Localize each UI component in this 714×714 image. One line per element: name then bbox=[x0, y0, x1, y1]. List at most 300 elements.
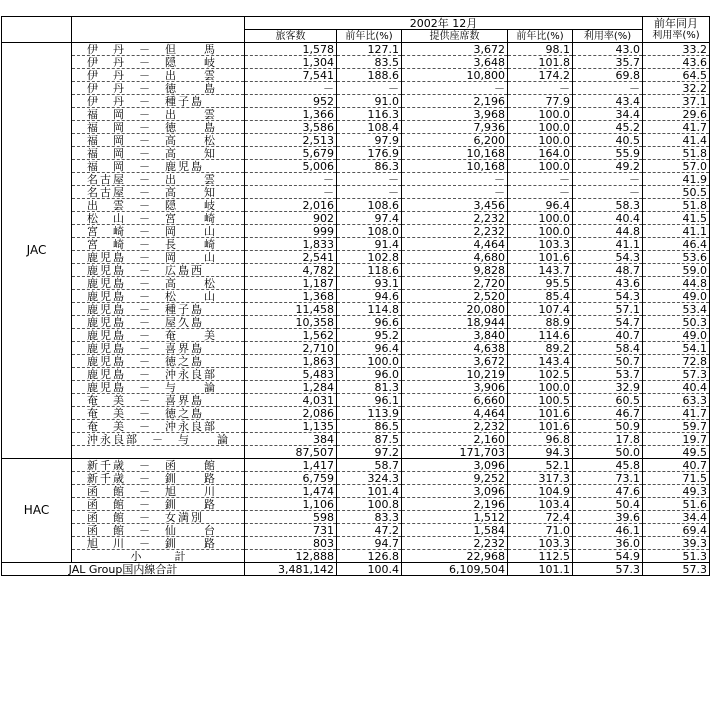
jac-subtotal-row bbox=[2, 446, 710, 459]
value-cell: － bbox=[245, 82, 337, 95]
subtotal-value: 54.9 bbox=[573, 550, 643, 563]
table-row bbox=[2, 394, 710, 407]
hac-group-label: HAC bbox=[2, 459, 72, 563]
value-cell: 96.1 bbox=[337, 394, 402, 407]
value-cell: 6,200 bbox=[402, 134, 508, 147]
route-name: 沖永良部 － 与 論 bbox=[72, 433, 245, 446]
header-row-1 bbox=[2, 17, 710, 30]
value-cell: 59.7 bbox=[643, 420, 710, 433]
value-cell: － bbox=[337, 173, 402, 186]
value-cell: 88.9 bbox=[508, 316, 573, 329]
value-cell: 49.0 bbox=[643, 290, 710, 303]
value-cell: 101.6 bbox=[508, 407, 573, 420]
route-name: 鹿児島 － 種子島 bbox=[72, 303, 245, 316]
value-cell: 39.6 bbox=[573, 511, 643, 524]
value-cell: 45.2 bbox=[573, 121, 643, 134]
value-cell: 77.9 bbox=[508, 95, 573, 108]
table-row bbox=[2, 108, 710, 121]
value-cell: 731 bbox=[245, 524, 337, 537]
table-row bbox=[2, 43, 710, 56]
value-cell: 113.9 bbox=[337, 407, 402, 420]
value-cell: 2,710 bbox=[245, 342, 337, 355]
value-cell: 54.1 bbox=[643, 342, 710, 355]
value-cell: 86.3 bbox=[337, 160, 402, 173]
value-cell: 2,232 bbox=[402, 212, 508, 225]
value-cell: 100.8 bbox=[337, 498, 402, 511]
subtotal-value: 12,888 bbox=[245, 550, 337, 563]
value-cell: 384 bbox=[245, 433, 337, 446]
table-row bbox=[2, 368, 710, 381]
value-cell: 7,541 bbox=[245, 69, 337, 82]
value-cell: 19.7 bbox=[643, 433, 710, 446]
table-row bbox=[2, 186, 710, 199]
value-cell: 4,680 bbox=[402, 251, 508, 264]
value-cell: 3,648 bbox=[402, 56, 508, 69]
value-cell: － bbox=[245, 173, 337, 186]
grand-total-value: 101.1 bbox=[508, 563, 573, 576]
value-cell: 3,906 bbox=[402, 381, 508, 394]
value-cell: 2,232 bbox=[402, 537, 508, 550]
value-cell: 96.4 bbox=[337, 342, 402, 355]
value-cell: 41.1 bbox=[573, 238, 643, 251]
table-row bbox=[2, 459, 710, 472]
value-cell: 10,168 bbox=[402, 147, 508, 160]
value-cell: 2,513 bbox=[245, 134, 337, 147]
value-cell: － bbox=[573, 186, 643, 199]
table-row bbox=[2, 537, 710, 550]
value-cell: 41.1 bbox=[643, 225, 710, 238]
value-cell: 5,006 bbox=[245, 160, 337, 173]
value-cell: 41.7 bbox=[643, 121, 710, 134]
route-name: 奄 美 － 沖永良部 bbox=[72, 420, 245, 433]
value-cell: 100.0 bbox=[508, 121, 573, 134]
table-row bbox=[2, 277, 710, 290]
value-cell: 100.0 bbox=[508, 212, 573, 225]
table-row bbox=[2, 316, 710, 329]
value-cell: 41.7 bbox=[643, 407, 710, 420]
value-cell: 101.8 bbox=[508, 56, 573, 69]
value-cell: 57.0 bbox=[643, 160, 710, 173]
value-cell: 324.3 bbox=[337, 472, 402, 485]
value-cell: 60.5 bbox=[573, 394, 643, 407]
value-cell: 143.4 bbox=[508, 355, 573, 368]
route-name: 鹿児島 － 与 論 bbox=[72, 381, 245, 394]
value-cell: 96.8 bbox=[508, 433, 573, 446]
table-row bbox=[2, 290, 710, 303]
table-row bbox=[2, 160, 710, 173]
value-cell: 35.7 bbox=[573, 56, 643, 69]
route-name: 伊 丹 － 但 馬 bbox=[72, 43, 245, 56]
value-cell: 902 bbox=[245, 212, 337, 225]
value-cell: 2,541 bbox=[245, 251, 337, 264]
value-cell: 34.4 bbox=[573, 108, 643, 121]
value-cell: 3,456 bbox=[402, 199, 508, 212]
table-row bbox=[2, 225, 710, 238]
route-name: 旭 川 － 釧 路 bbox=[72, 537, 245, 550]
value-cell: 47.6 bbox=[573, 485, 643, 498]
table-row bbox=[2, 524, 710, 537]
value-cell: 6,759 bbox=[245, 472, 337, 485]
value-cell: 50.9 bbox=[573, 420, 643, 433]
value-cell: 103.3 bbox=[508, 238, 573, 251]
subtotal-value: 87,507 bbox=[245, 446, 337, 459]
table-row bbox=[2, 82, 710, 95]
route-name: 福 岡 － 高 松 bbox=[72, 134, 245, 147]
value-cell: 5,483 bbox=[245, 368, 337, 381]
subtotal-value: 112.5 bbox=[508, 550, 573, 563]
value-cell: － bbox=[402, 186, 508, 199]
value-cell: 83.5 bbox=[337, 56, 402, 69]
value-cell: 53.4 bbox=[643, 303, 710, 316]
subtotal-value: 22,968 bbox=[402, 550, 508, 563]
traffic-table bbox=[1, 16, 710, 576]
value-cell: 10,219 bbox=[402, 368, 508, 381]
value-cell: 2,196 bbox=[402, 95, 508, 108]
value-cell: 43.4 bbox=[573, 95, 643, 108]
table-row bbox=[2, 381, 710, 394]
value-cell: 87.5 bbox=[337, 433, 402, 446]
value-cell: － bbox=[402, 173, 508, 186]
value-cell: 53.6 bbox=[643, 251, 710, 264]
value-cell: 188.6 bbox=[337, 69, 402, 82]
value-cell: 41.9 bbox=[643, 173, 710, 186]
table-row bbox=[2, 173, 710, 186]
value-cell: 107.4 bbox=[508, 303, 573, 316]
value-cell: 97.9 bbox=[337, 134, 402, 147]
value-cell: 81.3 bbox=[337, 381, 402, 394]
value-cell: 50.7 bbox=[573, 355, 643, 368]
value-cell: 1,578 bbox=[245, 43, 337, 56]
value-cell: 5,679 bbox=[245, 147, 337, 160]
value-cell: 20,080 bbox=[402, 303, 508, 316]
value-cell: 51.8 bbox=[643, 199, 710, 212]
value-cell: 58.4 bbox=[573, 342, 643, 355]
value-cell: 54.3 bbox=[573, 290, 643, 303]
route-name: 宮 崎 － 岡 山 bbox=[72, 225, 245, 238]
value-cell: 1,106 bbox=[245, 498, 337, 511]
value-cell: 4,464 bbox=[402, 407, 508, 420]
value-cell: 2,016 bbox=[245, 199, 337, 212]
value-cell: 164.0 bbox=[508, 147, 573, 160]
value-cell: 103.4 bbox=[508, 498, 573, 511]
value-cell: 10,800 bbox=[402, 69, 508, 82]
value-cell: 100.5 bbox=[508, 394, 573, 407]
subtotal-value: 50.0 bbox=[573, 446, 643, 459]
value-cell: 96.0 bbox=[337, 368, 402, 381]
value-cell: 40.4 bbox=[573, 212, 643, 225]
value-cell: － bbox=[337, 82, 402, 95]
value-cell: 101.6 bbox=[508, 251, 573, 264]
value-cell: 11,458 bbox=[245, 303, 337, 316]
value-cell: 1,584 bbox=[402, 524, 508, 537]
value-cell: 127.1 bbox=[337, 43, 402, 56]
subtotal-value: 49.5 bbox=[643, 446, 710, 459]
value-cell: 54.7 bbox=[573, 316, 643, 329]
route-name: 鹿児島 － 屋久島 bbox=[72, 316, 245, 329]
table-row bbox=[2, 485, 710, 498]
table-row bbox=[2, 303, 710, 316]
value-cell: 54.3 bbox=[573, 251, 643, 264]
value-cell: 10,168 bbox=[402, 160, 508, 173]
value-cell: 72.4 bbox=[508, 511, 573, 524]
value-cell: 1,135 bbox=[245, 420, 337, 433]
value-cell: 2,520 bbox=[402, 290, 508, 303]
value-cell: 94.6 bbox=[337, 290, 402, 303]
value-cell: 96.4 bbox=[508, 199, 573, 212]
table-row bbox=[2, 355, 710, 368]
grand-total-value: 3,481,142 bbox=[245, 563, 337, 576]
value-cell: 100.0 bbox=[508, 381, 573, 394]
value-cell: 40.7 bbox=[573, 329, 643, 342]
route-name: 函 館 － 釧 路 bbox=[72, 498, 245, 511]
value-cell: 2,232 bbox=[402, 225, 508, 238]
value-cell: 114.8 bbox=[337, 303, 402, 316]
route-name: 奄 美 － 徳之島 bbox=[72, 407, 245, 420]
value-cell: 3,672 bbox=[402, 43, 508, 56]
table-row bbox=[2, 511, 710, 524]
value-cell: － bbox=[402, 82, 508, 95]
col-seats-yoy: 前年比(%) bbox=[508, 30, 573, 43]
value-cell: 102.8 bbox=[337, 251, 402, 264]
value-cell: 174.2 bbox=[508, 69, 573, 82]
value-cell: 63.3 bbox=[643, 394, 710, 407]
value-cell: 3,096 bbox=[402, 485, 508, 498]
grand-total-row bbox=[2, 563, 710, 576]
value-cell: 3,840 bbox=[402, 329, 508, 342]
table-row bbox=[2, 498, 710, 511]
value-cell: 71.0 bbox=[508, 524, 573, 537]
value-cell: 103.3 bbox=[508, 537, 573, 550]
prev-month-title: 前年同月 bbox=[643, 17, 710, 30]
value-cell: 118.6 bbox=[337, 264, 402, 277]
value-cell: － bbox=[573, 173, 643, 186]
value-cell: 100.0 bbox=[508, 134, 573, 147]
route-name: 伊 丹 － 出 雲 bbox=[72, 69, 245, 82]
value-cell: 4,464 bbox=[402, 238, 508, 251]
jac-group-label: JAC bbox=[2, 43, 72, 459]
value-cell: 37.1 bbox=[643, 95, 710, 108]
route-name: 伊 丹 － 種子島 bbox=[72, 95, 245, 108]
table-row bbox=[2, 342, 710, 355]
value-cell: 94.7 bbox=[337, 537, 402, 550]
table-row bbox=[2, 472, 710, 485]
value-cell: 104.9 bbox=[508, 485, 573, 498]
value-cell: 55.9 bbox=[573, 147, 643, 160]
value-cell: 4,638 bbox=[402, 342, 508, 355]
col-seats: 提供座席数 bbox=[402, 30, 508, 43]
value-cell: 100.0 bbox=[508, 225, 573, 238]
subtotal-value: 126.8 bbox=[337, 550, 402, 563]
value-cell: 69.4 bbox=[643, 524, 710, 537]
table-row bbox=[2, 420, 710, 433]
table-row bbox=[2, 238, 710, 251]
value-cell: 100.0 bbox=[337, 355, 402, 368]
value-cell: 49.0 bbox=[643, 329, 710, 342]
grand-total-label: JAL Group国内線合計 bbox=[2, 563, 245, 576]
period-header: 2002年 12月 bbox=[245, 17, 643, 30]
value-cell: 100.0 bbox=[508, 160, 573, 173]
value-cell: － bbox=[508, 173, 573, 186]
value-cell: 3,968 bbox=[402, 108, 508, 121]
table-row bbox=[2, 264, 710, 277]
table-row bbox=[2, 212, 710, 225]
subtotal-value: 51.3 bbox=[643, 550, 710, 563]
value-cell: 47.2 bbox=[337, 524, 402, 537]
value-cell: 598 bbox=[245, 511, 337, 524]
value-cell: 10,358 bbox=[245, 316, 337, 329]
value-cell: 46.4 bbox=[643, 238, 710, 251]
value-cell: 17.8 bbox=[573, 433, 643, 446]
grand-total-value: 6,109,504 bbox=[402, 563, 508, 576]
table-row bbox=[2, 199, 710, 212]
table-row bbox=[2, 134, 710, 147]
route-name: 新千歳 － 釧 路 bbox=[72, 472, 245, 485]
subtotal-label: 小 計 bbox=[72, 550, 245, 563]
value-cell: 44.8 bbox=[573, 225, 643, 238]
value-cell: 116.3 bbox=[337, 108, 402, 121]
value-cell: 1,512 bbox=[402, 511, 508, 524]
route-name: 出 雲 － 隠 岐 bbox=[72, 199, 245, 212]
value-cell: 1,284 bbox=[245, 381, 337, 394]
route-name: 福 岡 － 出 雲 bbox=[72, 108, 245, 121]
value-cell: 1,304 bbox=[245, 56, 337, 69]
value-cell: 102.5 bbox=[508, 368, 573, 381]
value-cell: 108.0 bbox=[337, 225, 402, 238]
value-cell: 108.6 bbox=[337, 199, 402, 212]
value-cell: 57.1 bbox=[573, 303, 643, 316]
col-passengers: 旅客数 bbox=[245, 30, 337, 43]
value-cell: 58.3 bbox=[573, 199, 643, 212]
col-prev-load: 利用率(%) bbox=[643, 30, 710, 43]
value-cell: 57.3 bbox=[643, 368, 710, 381]
table-row bbox=[2, 69, 710, 82]
subtotal-value: 171,703 bbox=[402, 446, 508, 459]
route-name: 福 岡 － 徳 島 bbox=[72, 121, 245, 134]
value-cell: 40.7 bbox=[643, 459, 710, 472]
value-cell: 1,417 bbox=[245, 459, 337, 472]
value-cell: 2,196 bbox=[402, 498, 508, 511]
value-cell: 51.8 bbox=[643, 147, 710, 160]
table-row bbox=[2, 95, 710, 108]
route-name: 名古屋 － 出 雲 bbox=[72, 173, 245, 186]
value-cell: 45.8 bbox=[573, 459, 643, 472]
value-cell: 1,863 bbox=[245, 355, 337, 368]
route-name: 函 館 － 仙 台 bbox=[72, 524, 245, 537]
value-cell: 96.6 bbox=[337, 316, 402, 329]
table-row bbox=[2, 56, 710, 69]
route-name: 鹿児島 － 喜界島 bbox=[72, 342, 245, 355]
value-cell: 101.6 bbox=[508, 420, 573, 433]
value-cell: 95.5 bbox=[508, 277, 573, 290]
route-name: 函 館 － 女満別 bbox=[72, 511, 245, 524]
table-row bbox=[2, 251, 710, 264]
value-cell: 73.1 bbox=[573, 472, 643, 485]
route-name: 名古屋 － 高 知 bbox=[72, 186, 245, 199]
subtotal-value: 94.3 bbox=[508, 446, 573, 459]
value-cell: 46.1 bbox=[573, 524, 643, 537]
route-name: 松 山 － 宮 崎 bbox=[72, 212, 245, 225]
grand-total-value: 100.4 bbox=[337, 563, 402, 576]
value-cell: 46.7 bbox=[573, 407, 643, 420]
value-cell: 48.7 bbox=[573, 264, 643, 277]
value-cell: 114.6 bbox=[508, 329, 573, 342]
value-cell: 43.6 bbox=[643, 56, 710, 69]
value-cell: 1,474 bbox=[245, 485, 337, 498]
value-cell: 6,660 bbox=[402, 394, 508, 407]
subtotal-value: 97.2 bbox=[337, 446, 402, 459]
value-cell: － bbox=[508, 82, 573, 95]
value-cell: 3,672 bbox=[402, 355, 508, 368]
route-name: 伊 丹 － 隠 岐 bbox=[72, 56, 245, 69]
value-cell: 86.5 bbox=[337, 420, 402, 433]
value-cell: 33.2 bbox=[643, 43, 710, 56]
route-name: 鹿児島 － 高 松 bbox=[72, 277, 245, 290]
route-name: 鹿児島 － 広島西 bbox=[72, 264, 245, 277]
route-name: 宮 崎 － 長 崎 bbox=[72, 238, 245, 251]
value-cell: 89.2 bbox=[508, 342, 573, 355]
value-cell: 91.0 bbox=[337, 95, 402, 108]
value-cell: － bbox=[337, 186, 402, 199]
value-cell: 9,828 bbox=[402, 264, 508, 277]
value-cell: 95.2 bbox=[337, 329, 402, 342]
value-cell: 50.5 bbox=[643, 186, 710, 199]
route-name: 鹿児島 － 徳之島 bbox=[72, 355, 245, 368]
value-cell: 32.9 bbox=[573, 381, 643, 394]
value-cell: 143.7 bbox=[508, 264, 573, 277]
subtotal-label bbox=[72, 446, 245, 459]
value-cell: 40.4 bbox=[643, 381, 710, 394]
route-name: 鹿児島 － 沖永良部 bbox=[72, 368, 245, 381]
value-cell: 39.3 bbox=[643, 537, 710, 550]
value-cell: 91.4 bbox=[337, 238, 402, 251]
value-cell: 999 bbox=[245, 225, 337, 238]
value-cell: 32.2 bbox=[643, 82, 710, 95]
route-name: 鹿児島 － 松 山 bbox=[72, 290, 245, 303]
table-row bbox=[2, 407, 710, 420]
route-name: 鹿児島 － 岡 山 bbox=[72, 251, 245, 264]
route-name: 鹿児島 － 奄 美 bbox=[72, 329, 245, 342]
value-cell: 98.1 bbox=[508, 43, 573, 56]
col-load: 利用率(%) bbox=[573, 30, 643, 43]
route-name: 伊 丹 － 徳 島 bbox=[72, 82, 245, 95]
value-cell: 29.6 bbox=[643, 108, 710, 121]
value-cell: 9,252 bbox=[402, 472, 508, 485]
value-cell: 58.7 bbox=[337, 459, 402, 472]
value-cell: 176.9 bbox=[337, 147, 402, 160]
route-name: 新千歳 － 函 館 bbox=[72, 459, 245, 472]
grand-total-value: 57.3 bbox=[643, 563, 710, 576]
value-cell: 1,833 bbox=[245, 238, 337, 251]
value-cell: 7,936 bbox=[402, 121, 508, 134]
value-cell: 2,232 bbox=[402, 420, 508, 433]
value-cell: 72.8 bbox=[643, 355, 710, 368]
value-cell: 108.4 bbox=[337, 121, 402, 134]
value-cell: 53.7 bbox=[573, 368, 643, 381]
value-cell: － bbox=[508, 186, 573, 199]
value-cell: 34.4 bbox=[643, 511, 710, 524]
value-cell: 41.4 bbox=[643, 134, 710, 147]
value-cell: 71.5 bbox=[643, 472, 710, 485]
value-cell: 18,944 bbox=[402, 316, 508, 329]
value-cell: 2,720 bbox=[402, 277, 508, 290]
value-cell: 101.4 bbox=[337, 485, 402, 498]
value-cell: 93.1 bbox=[337, 277, 402, 290]
header-row-2 bbox=[2, 30, 710, 43]
route-name: 福 岡 － 鹿児島 bbox=[72, 160, 245, 173]
table-row bbox=[2, 121, 710, 134]
value-cell: 40.5 bbox=[573, 134, 643, 147]
value-cell: 49.2 bbox=[573, 160, 643, 173]
